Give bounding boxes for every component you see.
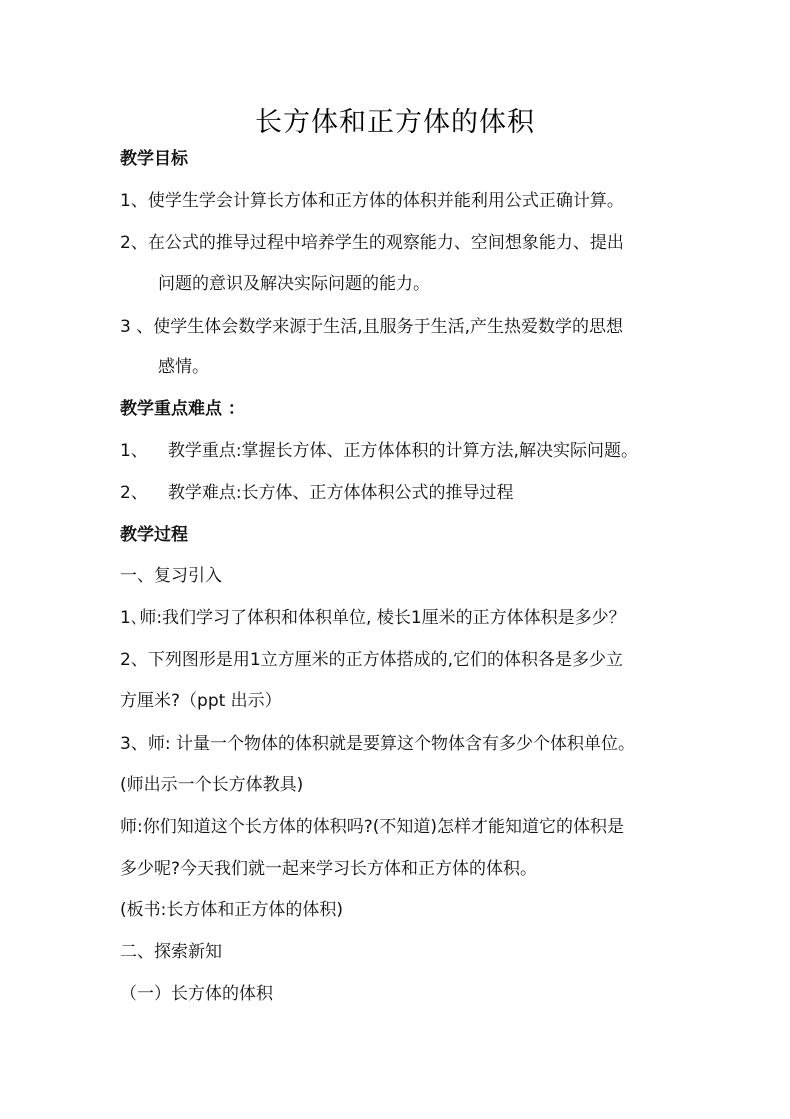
part-2-heading: 二、探索新知 [120,942,222,962]
process-heading: 教学过程 [120,525,188,545]
paragraph-1: 1､师:我们学习了体积和体积单位, 棱长1厘米的正方体体积是多少？ [120,608,626,628]
paragraph-2-line-1: 2、下列图形是用1立方厘米的正方体搭成的,它们的体积各是多少立 [120,650,624,670]
goal-1: 1、使学生学会计算长方体和正方体的体积并能利用公式正确计算。 [120,191,624,211]
paragraph-2-line-2: 方厘米?（ppt 出示） [120,691,282,711]
paragraph-5-line-1: 师:你们知道这个长方体的体积吗?(不知道)怎样才能知道它的体积是 [120,817,625,837]
key-point-2-number: 2、 [120,483,148,503]
key-point-1-text: 教学重点:掌握长方体、正方体体积的计算方法,解决实际问题。 [167,441,638,461]
subsection-1-heading: （一）长方体的体积 [120,984,273,1004]
key-point-1 [120,440,638,462]
goal-2-line-1: 2、在公式的推导过程中培养学生的观察能力、空间想象能力、提出 [120,233,624,253]
paragraph-4: (师出示一个长方体教具) [120,775,304,795]
key-points-heading: 教学重点难点 ： [120,399,245,419]
part-1-heading: 一、复习引入 [120,566,222,586]
document-title: 长方体和正方体的体积 [255,107,535,138]
goals-heading: 教学目标 [120,149,188,169]
key-point-2 [120,482,514,504]
paragraph-5-line-2: 多少呢?今天我们就一起来学习长方体和正方体的体积。 [120,859,538,879]
paragraph-3: 3、师: 计量一个物体的体积就是要算这个物体含有多少个体积单位。 [120,734,635,754]
goal-2-line-2: 问题的意识及解决实际问题的能力。 [158,274,430,294]
key-point-1-number: 1、 [120,441,148,461]
key-point-2-text: 教学难点:长方体、正方体体积公式的推导过程 [167,483,514,503]
goal-3-line-1: 3 、使学生体会数学来源于生活,且服务于生活,产生热爱数学的思想 [120,317,624,337]
goal-3-line-2: 感情。 [158,357,209,377]
paragraph-6: (板书:长方体和正方体的体积) [120,900,343,920]
